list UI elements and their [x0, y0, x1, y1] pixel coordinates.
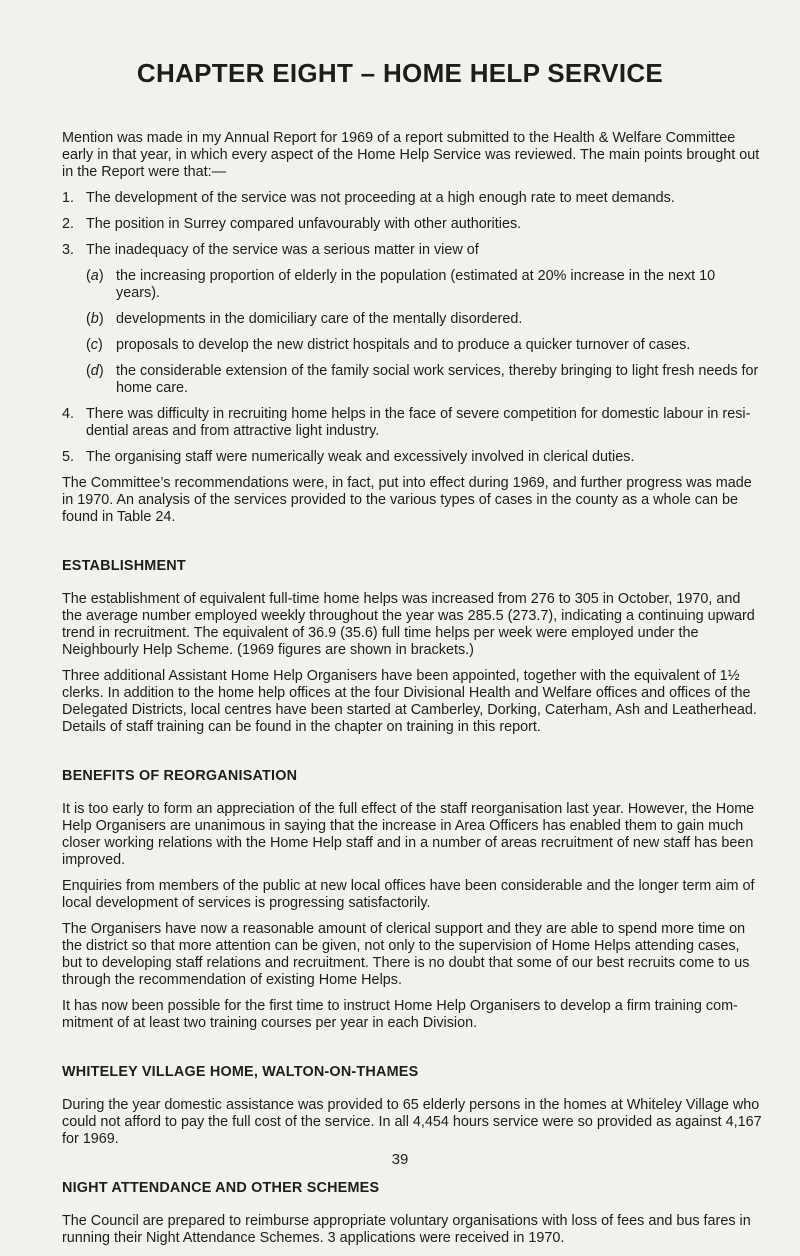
list-item: [62, 190, 762, 207]
point-number: 5.: [62, 449, 75, 465]
section-heading-night-attendance: NIGHT ATTENDANCE AND OTHER SCHEMES: [62, 1180, 380, 1196]
list-item: [86, 311, 762, 328]
chapter-title: CHAPTER EIGHT – HOME HELP SERVICE: [136, 58, 664, 88]
point-number: 4.: [62, 406, 75, 422]
list-item: [62, 216, 762, 233]
subpoint-text: proposals to develop the new district hospitals and to produce a quicker turnover of cases.: [116, 337, 691, 353]
section-heading-benefits: BENEFITS OF REORGANISATION: [62, 768, 298, 784]
page-number: 39: [391, 1151, 409, 1168]
subpoint-letter: (c): [86, 337, 103, 353]
point-number: 3.: [62, 242, 75, 258]
subpoint-letter: (a): [86, 268, 104, 284]
point-text: The organising staff were numerically weak and excessively involved in clerical duties.: [86, 449, 635, 465]
section-heading-whiteley: WHITELEY VILLAGE HOME, WALTON-ON-THAMES: [62, 1064, 419, 1080]
benefits-paragraph: It is too early to form an appreciation of the full effect of the staff reorganisation last year. However, the Home Help Organisers are unanimous in saying that the increase in Area Officers has enabled them to gain much closer working relations with the Home Help staff and in a number of areas recruitment of new staff has been improved.: [62, 801, 755, 868]
recommendations-paragraph: The Committee’s recommendations were, in fact, put into effect during 1969, and further progress was made in 1970. An analysis of the services provided to the various types of cases in the county as a whole can be found in Table 24.: [62, 475, 752, 525]
establishment-paragraph: Three additional Assistant Home Help Organisers have been appointed, together with the equivalent of 1½ clerks. In addition to the home help offices at the four Divisional Health and Welfare offices and offices of the Delegated Districts, local centres have been started at Camberley, Dorking, Caterham, Ash and Leatherhead. Details of staff training can be found in the chapter on training in this report.: [62, 668, 757, 735]
point-text: There was difficulty in recruiting home helps in the face of severe competition for domestic labour in resi- dential areas and from attractive light industry.: [86, 406, 751, 439]
subpoint-text: developments in the domiciliary care of the mentally disordered.: [116, 311, 523, 327]
point-number: 2.: [62, 216, 75, 232]
point-text: The inadequacy of the service was a serious matter in view of: [86, 242, 479, 258]
list-item: [86, 337, 762, 354]
point-text: The development of the service was not proceeding at a high enough rate to meet demands.: [86, 190, 675, 206]
body-text: [62, 130, 762, 1256]
points-list: [62, 190, 762, 466]
point-number: 1.: [62, 190, 75, 206]
benefits-paragraph: It has now been possible for the first time to instruct Home Help Organisers to develop a firm training com- mitment of at least two training courses per year in each Division.: [62, 998, 738, 1031]
point-text: The position in Surrey compared unfavourably with other authorities.: [86, 216, 522, 232]
list-item: [62, 242, 762, 259]
list-item: [62, 406, 762, 440]
intro-paragraph: Mention was made in my Annual Report for 1969 of a report submitted to the Health & Welfare Committee early in that year, in which every aspect of the Home Help Service was reviewed. The main points brought out in the Report were that:—: [62, 130, 760, 180]
subpoints-list: [62, 268, 762, 397]
establishment-paragraph: The establishment of equivalent full-time home helps was increased from 276 to 305 in October, 1970, and the average number employed weekly throughout the year was 285.5 (273.7), indicating a continuing upward trend in recruitment. The equivalent of 36.9 (35.6) full time helps per week were employed under the Neighbourly Help Scheme. (1969 figures are shown in brackets.): [62, 591, 755, 658]
list-item: [86, 363, 762, 397]
night-attendance-paragraph: The Council are prepared to reimburse appropriate voluntary organisations with loss of fees and bus fares in running their Night Attendance Schemes. 3 applications were received in 1970.: [62, 1213, 751, 1246]
benefits-paragraph: Enquiries from members of the public at new local offices have been considerable and the longer term aim of local development of services is progressing satisfactorily.: [62, 878, 755, 911]
subpoint-text: the increasing proportion of elderly in the population (estimated at 20% increase in the next 10 years).: [116, 268, 716, 301]
list-item: [62, 449, 762, 466]
section-heading-establishment: ESTABLISHMENT: [62, 558, 186, 574]
benefits-paragraph: The Organisers have now a reasonable amount of clerical support and they are able to spend more time on the district so that more attention can be given, not only to the supervision of Home Helps attending cases, but to developing staff relations and recruitment. There is no doubt that some of our best recruits come to us through the recommendation of existing Home Helps.: [62, 921, 750, 988]
subpoint-letter: (d): [86, 363, 104, 379]
subpoint-text: the considerable extension of the family social work services, thereby bringing to light fresh needs for home care.: [116, 363, 759, 396]
list-item: [86, 268, 762, 302]
whiteley-paragraph: During the year domestic assistance was provided to 65 elderly persons in the homes at Whiteley Village who could not afford to pay the full cost of the service. In all 4,454 hours service were so provided as against 4,167 for 1969.: [62, 1097, 762, 1147]
subpoint-letter: (b): [86, 311, 104, 327]
